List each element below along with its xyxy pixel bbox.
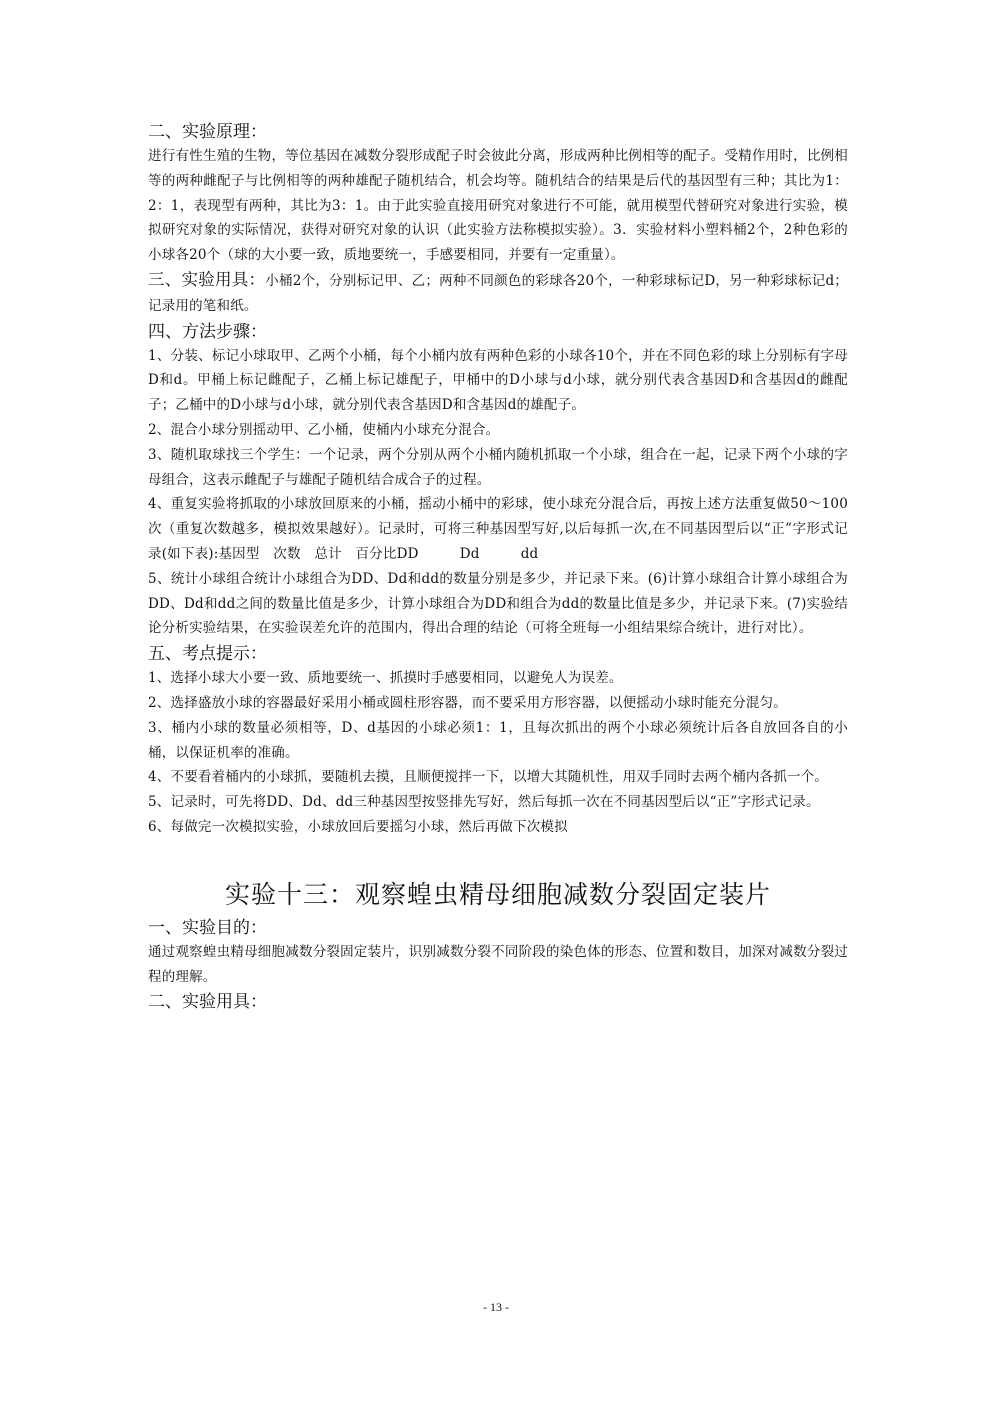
tips-heading: 五、考点提示： [148,644,267,665]
method-step-3: 3、随机取球找三个学生：一个记录，两个分别从两个小桶内随机抓取一个小球，组合在一起，记录下两个小球的字母组合，这表示雌配子与雄配子随机结合成合子的过程。 [148,446,848,488]
tip-4: 4、不要看着桶内的小球抓，要随机去摸，且顺便搅拌一下，以增大其随机性，用双手同时去两个桶内各抓一个。 [148,769,829,786]
page-number: - 13 - [483,1300,509,1314]
tip-2: 2、选择盛放小球的容器最好采用小桶或圆柱形容器，而不要采用方形容器，以便摇动小球时能充分混匀。 [148,694,787,711]
page-content [148,120,848,1014]
principle-heading: 二、实验原理： [148,122,267,142]
method-step-5: 5、统计小球组合统计小球组合为DD、Dd和dd的数量分别是多少，并记录下来。(6)计算小球组合计算小球组合为DD、Dd和dd之间的数量比值是多少，计算小球组合为DD和组合为dd的数量比值是多少，并记录下来。(7)实验结论分析实验结果，在实验误差允许的范围内，得出合理的结论（可将全班每一小组结果综合统计，进行对比）。 [148,570,848,637]
principle-text: 进行有性生殖的生物，等位基因在减数分裂形成配子时会彼此分离，形成两种比例相等的配子。受精作用时，比例相等的两种雌配子与比例相等的两种雄配子随机结合，机会均等。随机结合的结果是后代的基因型有三种；其比为1：2：1，表现型有两种，其比为3：1。由于此实验直接用研究对象进行不可能，就用模型代替研究对象进行实验，模拟研究对象的实际情况，获得对研究对象的认识（此实验方法称模拟实验）。3．实验材料小塑料桶2个，2种色彩的小球各20个（球的大小要一致，质地要统一，手感要相同，并要有一定重量）。 [148,148,848,264]
tools-text: 小桶2个，分别标记甲、乙；两种不同颜色的彩球各20个，一种彩球标记D，另一种彩球标记d；记录用的笔和纸。 [148,272,848,314]
tip-1: 1、选择小球大小要一致、质地要统一、抓摸时手感要相同，以避免人为误差。 [148,670,623,687]
tools-paragraph [148,268,848,319]
purpose-heading: 一、实验目的： [148,917,267,938]
method-step-1: 1、分装、标记小球取甲、乙两个小桶，每个小桶内放有两种色彩的小球各10个，并在不同色彩的球上分别标有字母D和d。甲桶上标记雌配子，乙桶上标记雄配子，甲桶中的D小球与d小球，就分别代表含基因D和含基因d的雌配子；乙桶中的D小球与d小球，就分别代表含基因D和含基因d的雄配子。 [148,347,848,414]
method-step-2: 2、混合小球分别摇动甲、乙小桶，使桶内小球充分混合。 [148,421,500,438]
tip-5: 5、记录时，可先将DD、Dd、dd三种基因型按竖排先写好，然后每抓一次在不同基因型后以“正”字形式记录。 [148,794,820,811]
tip-6: 6、每做完一次模拟实验，小球放回后要摇匀小球，然后再做下次模拟 [148,818,568,835]
method-step-4: 4、重复实验将抓取的小球放回原来的小桶，摇动小桶中的彩球，使小球充分混合后，再按上述方法重复做50～100次（重复次数越多，模拟效果越好）。记录时，可将三种基因型写好,以后每抓一次,在不同基因型后以“正”字形式记录(如下表):基因型 次数 总计 百分比DD Dd dd [148,496,848,562]
method-heading: 四、方法步骤： [148,321,267,342]
purpose-text: 通过观察蝗虫精母细胞减数分裂固定装片，识别减数分裂不同阶段的染色体的形态、位置和数目，加深对减数分裂过程的理解。 [148,943,848,985]
experiment-13-tools-heading: 二、实验用具： [148,992,267,1013]
tip-3: 3、桶内小球的数量必须相等，D、d基因的小球必须1：1，且每次抓出的两个小球必须统计后各自放回各自的小桶，以保证机率的准确。 [148,719,848,761]
experiment-13-title: 实验十三：观察蝗虫精母细胞减数分裂固定装片 [224,879,771,909]
tools-heading: 三、实验用具： [148,269,266,289]
